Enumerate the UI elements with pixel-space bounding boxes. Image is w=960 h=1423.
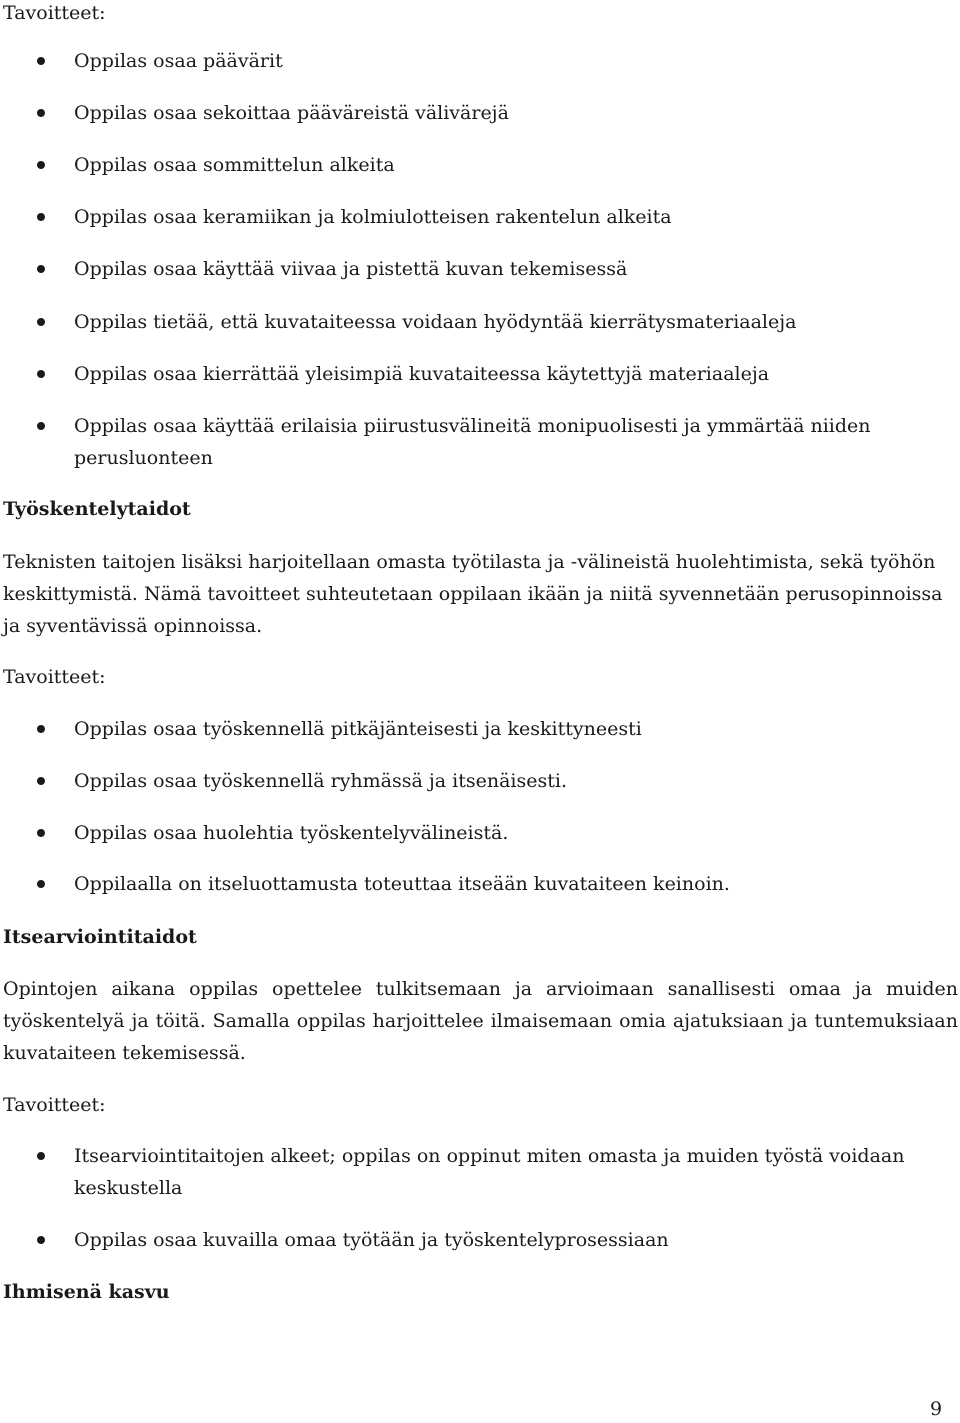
bullet-icon [37,370,45,378]
bullet-icon [37,318,45,326]
bullet-icon [37,777,45,785]
section-heading: Työskentelytaidot [3,498,191,520]
section-heading-ihmisena-kasvu [3,1276,958,1308]
bullet-icon [37,1152,45,1160]
goals-label: Tavoitteet: [3,2,106,24]
bullet-icon [37,829,45,837]
section-heading: Itsearviointitaidot [3,926,197,948]
list-item-text: Oppilas osaa keramiikan ja kolmiulotteisen rakentelun alkeita [74,206,672,228]
section-heading: Ihmisenä kasvu [3,1281,170,1303]
bullet-icon [37,1236,45,1244]
goals-label: Tavoitteet: [3,666,106,688]
section-paragraph [3,973,958,1069]
list-item-text: Oppilas tietää, että kuvataiteessa voidaan hyödyntää kierrätysmateriaaleja [74,311,797,333]
goals-label-1 [3,0,958,29]
list-item-text: Oppilaalla on itseluottamusta toteuttaa itseään kuvataiteen keinoin. [74,873,730,895]
bullet-icon [37,213,45,221]
list-item-text: Oppilas osaa kuvailla omaa työtään ja työskentelyprosessiaan [74,1229,669,1251]
list-item-text: Oppilas osaa työskennellä ryhmässä ja itsenäisesti. [74,770,567,792]
list-item-text: Oppilas osaa huolehtia työskentelyvälineistä. [74,822,509,844]
list-item-text: Itsearviointitaitojen alkeet; oppilas on oppinut miten omasta ja muiden työstä voidaan keskustella [74,1145,905,1199]
section-heading-itsearviointitaidot [3,921,958,953]
paragraph-text: Opintojen aikana oppilas opettelee tulkitsemaan ja arvioimaan sanallisesti omaa ja muiden työskentelyä ja töitä. Samalla oppilas harjoittelee ilmaisemaan omia ajatuksiaan ja tuntemuksiaan kuvataiteen tekemisessä. [3,978,958,1064]
bullet-icon [37,880,45,888]
list-item-text: Oppilas osaa sommittelun alkeita [74,154,395,176]
page-number: 9 [930,1398,943,1420]
bullet-icon [37,161,45,169]
bullet-icon [37,57,45,65]
list-item-text: Oppilas osaa käyttää erilaisia piirustusvälineitä monipuolisesti ja ymmärtää niiden perusluonteen [74,415,871,469]
bullet-icon [37,265,45,273]
paragraph-text: Teknisten taitojen lisäksi harjoitellaan omasta työtilasta ja -välineistä huolehtimista, sekä työhön keskittymistä. Nämä tavoitteet suhteutetaan oppilaan ikään ja niitä syvennetään perusopinnoissa ja syventävissä opinnoissa. [3,551,943,637]
list-item-text: Oppilas osaa päävärit [74,50,283,72]
section-heading-tyoskentelytaidot [3,493,958,525]
list-item-text: Oppilas osaa kierrättää yleisimpiä kuvataiteessa käytettyjä materiaaleja [74,363,770,385]
section-paragraph [3,546,958,642]
goals-label-2 [3,661,958,693]
goals-label: Tavoitteet: [3,1094,106,1116]
bullet-icon [37,725,45,733]
list-item-text: Oppilas osaa sekoittaa pääväreistä välivärejä [74,102,509,124]
bullet-icon [37,422,45,430]
list-item-text: Oppilas osaa työskennellä pitkäjänteisesti ja keskittyneesti [74,718,642,740]
list-item-text: Oppilas osaa käyttää viivaa ja pistettä kuvan tekemisessä [74,258,628,280]
bullet-icon [37,109,45,117]
goals-label-3 [3,1089,958,1121]
